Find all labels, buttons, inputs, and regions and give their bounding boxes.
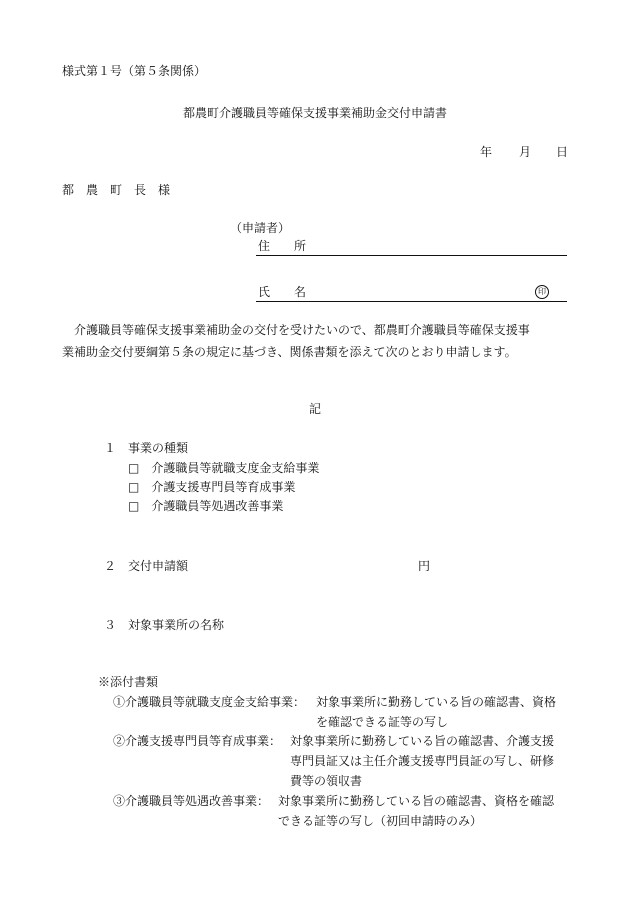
checkbox-icon[interactable]: □ bbox=[128, 499, 140, 513]
attachment-text: 対象事業所に勤務している旨の確認書、資格 bbox=[316, 695, 557, 709]
addressee: 都 農 町 長 様 bbox=[62, 183, 171, 197]
form-number: 様式第１号（第５条関係） bbox=[62, 64, 207, 78]
amount-unit: 円 bbox=[418, 559, 431, 573]
option-label: 介護職員等就職支度金支給事業 bbox=[151, 461, 320, 475]
business-type-option bbox=[128, 462, 319, 474]
attachment-text: 専門員証又は主任介護支援専門員証の写し、研修 bbox=[290, 754, 555, 768]
item-3-label: 対象事業所の名称 bbox=[128, 618, 225, 632]
name-line bbox=[256, 301, 567, 302]
attachment-label: ②介護支援専門員等育成事業： bbox=[113, 734, 282, 748]
date-year: 年 bbox=[480, 145, 493, 159]
name-label: 氏 名 bbox=[258, 285, 307, 299]
attachment-text: を確認できる証等の写し bbox=[316, 715, 449, 729]
body-line-2: 業補助金交付要綱第５条の規定に基づき、関係書類を添えて次のとおり申請します。 bbox=[62, 345, 517, 359]
item-3-number: ３ bbox=[104, 618, 117, 632]
checkbox-icon[interactable]: □ bbox=[128, 461, 140, 475]
attachment-text: 対象事業所に勤務している旨の確認書、資格を確認 bbox=[278, 794, 555, 808]
body-line-1: 介護職員等確保支援事業補助金の交付を受けたいので、都農町介護職員等確保支援事 bbox=[74, 323, 530, 337]
document-title: 都農町介護職員等確保支援事業補助金交付申請書 bbox=[182, 106, 447, 120]
seal-mark: 印 bbox=[535, 285, 549, 299]
item-1-number: １ bbox=[104, 441, 117, 455]
item-2-label: 交付申請額 bbox=[128, 559, 189, 573]
business-type-option bbox=[128, 500, 283, 512]
applicant-heading: （申請者） bbox=[230, 221, 291, 235]
checkbox-icon[interactable]: □ bbox=[128, 480, 140, 494]
attachment-text: できる証等の写し（初回申請時のみ） bbox=[278, 814, 483, 828]
date-day: 日 bbox=[556, 145, 569, 159]
option-label: 介護職員等処遇改善事業 bbox=[151, 499, 284, 513]
attachment-label: ③介護職員等処遇改善事業： bbox=[113, 794, 270, 808]
item-1-label: 事業の種類 bbox=[128, 441, 189, 455]
ki-heading: 記 bbox=[308, 402, 321, 416]
item-2-number: ２ bbox=[104, 559, 117, 573]
address-line bbox=[256, 255, 567, 256]
business-type-option bbox=[128, 481, 295, 493]
attachment-label: ①介護職員等就職支度金支給事業： bbox=[113, 695, 306, 709]
attachment-text: 費等の領収書 bbox=[290, 774, 363, 788]
attachment-text: 対象事業所に勤務している旨の確認書、介護支援 bbox=[290, 734, 555, 748]
option-label: 介護支援専門員等育成事業 bbox=[151, 480, 296, 494]
date-month: 月 bbox=[519, 145, 532, 159]
attachments-heading: ※添付書類 bbox=[98, 675, 159, 689]
address-label: 住 所 bbox=[258, 239, 307, 253]
